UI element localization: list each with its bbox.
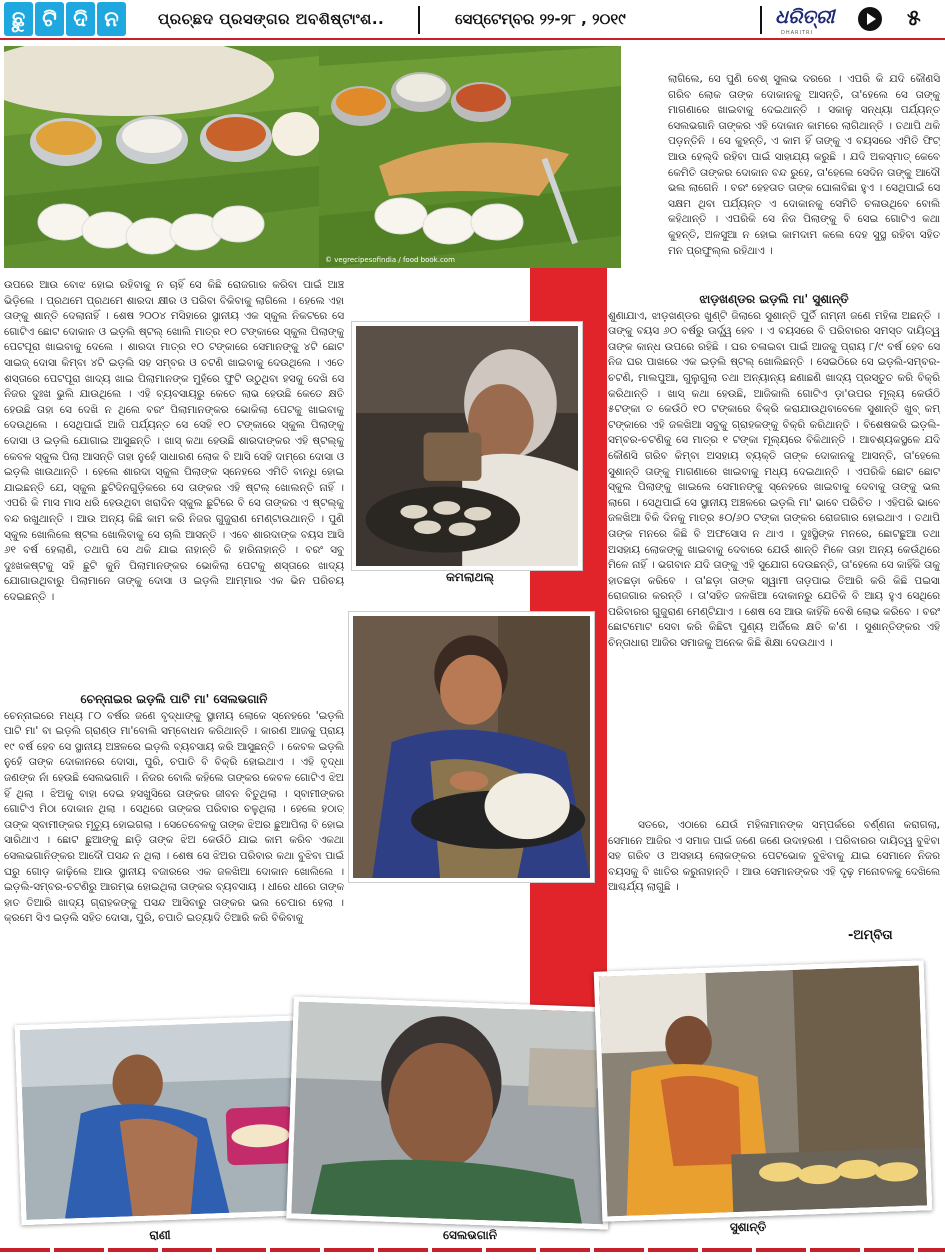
section-logo-letter: ଦି bbox=[66, 2, 95, 36]
caption-sharada: ଶାରଦା bbox=[454, 892, 486, 906]
caption-sushanti: ସୁଶାନ୍ତି bbox=[729, 1220, 767, 1234]
article-paragraph: ଉପରେ ଆଉ ବୋଝ ହୋଇ ରହିବାକୁ ନ ଚାହିଁ ସେ କିଛି ରୋଜଗାର କରିବା ପାଇଁ ଆଞ୍ଚ ଭିଡ଼ିଲେ । ପ୍ରଥମେ ପ୍ରଥମେ ଶାରଦା କ୍ଷୀର ଓ ପରିବା ବିକିବାକୁ ଲାଗିଲେ । ହେଲେ ଏହା ତାଙ୍କୁ ଶାନ୍ତି ଦେଲାନାହିଁ । ଶେଷ ୨୦୦୪ ମସିହାରେ ସ୍ଥାନୀୟ ଏକ ସ୍କୁଲ ନିକଟରେ ସେ ଗୋଟିଏ ଛୋଟ ଦୋକାନ ଓ ଇଡ଼ଲି ଷ୍ଟଲ୍ ଖୋଲି ମାତ୍ର ୧୦ ଟଙ୍କାରେ ସ୍କୁଲ ପିଲାଙ୍କୁ ପେଟପୂରା ଖାଇବାକୁ ଦେଲେ । ଶାରଦା ମାତ୍ର ୧୦ ଟଙ୍କାରେ ସେମାନଙ୍କୁ ୪ଟି ଛୋଟ ସାଇଜ୍ ଦୋସା କିମ୍ବା ୪ଟି ଇଡ଼ଲି ସହ ସମ୍ବର ଓ ଚଟଣି ଖାଇବାକୁ ଦେଉଥିଲେ । ଏତେ ଶସ୍ତାରେ ପେଟପୂରା ଖାଦ୍ୟ ଖାଇ ପିଲାମାନଙ୍କ ମୁହଁରେ ଫୁଟି ଉଠୁଥିବା ହସକୁ ଦେଖି ସେ ନିଜର ଦୁଃଖ ଭୁଲି ଯାଉଥିଲେ । ଏହି ବ୍ୟବସାୟରୁ କେତେ ଲାଭ ହେଉଛି କେତେ କ୍ଷତି ହେଉଛି ତାହା ସେ ଦେଖି ନ ଥିଲେ ବରଂ ପିଲାମାନଙ୍କର ଭୋକିଲା ପେଟକୁ ଖାଇବାକୁ ଦେଉଥିଲେ । ସେଥିପାଇଁ ଆଜି ପର୍ଯ୍ୟନ୍ତ ସେ ସେହି ୧୦ ଟଙ୍କାରେ ସ୍କୁଲ ପିଲାଙ୍କୁ ଦୋସା ଓ ଇଡ଼ଲି ଯୋଗାଇ ଆସୁଛନ୍ତି । ଖାସ୍ କଥା ହେଉଛି ଶାରଦାଙ୍କର ଏହି ଷ୍ଟଲ୍‌କୁ କେବଳ ସ୍କୁଲ ପିଲା ଆସନ୍ତି ତାହା ନୁହେଁ ସାଧାରଣ ଲୋକ ବି ଆସି ସେହି ଦାମ୍‌ରେ ଦୋସା ଓ ଇଡ଼ଲି ଖାଉଥାନ୍ତି । ହେଲେ ଶାରଦା ସ୍କୁଲ ପିଲାଙ୍କ ସ୍ନେହରେ ଏମିତି ବାନ୍ଧି ହୋଇ ଯାଇଛନ୍ତି ଯେ, ସ୍କୁଲ ଛୁଟିଦିନଗୁଡ଼ିକରେ ସେ ତାଙ୍କର ଏହି ଷ୍ଟଲ୍ ଖୋଲନ୍ତି ନାହିଁ । ଏପରି କି ମାସ ମାସ ଧରି ହେଉଥିବା ଖରାଦିନ ସ୍କୁଲ ଛୁଟିରେ ବି ସେ ତାଙ୍କର ଏ ଷ୍ଟଲ୍‌କୁ ବନ୍ଦ ରଖୁଥାନ୍ତି । ଆଉ ଅନ୍ୟ କିଛି କାମ କରି ନିଜର ଗୁଜୁରାଣ ମେଣ୍ଟାଉଥାନ୍ତି । ପୁଣି ସ୍କୁଲ ଖୋଲିଲେ ଷ୍ଟଲ ଖୋଲିବାକୁ ସେ ଚାଲି ଆସନ୍ତି । ଏବେ ଶାରଦାଙ୍କ ବୟସ ଆସି ୬୧ ବର୍ଷ ହେଲାଣି, ତଥାପି ସେ ଥକି ଯାଇ ନାହାନ୍ତି କି ହାରିନାହାନ୍ତି । ବରଂ ସବୁ ଦୁଃଖକଷ୍ଟକୁ ସହି ଛୁଟି କୁନି ପିଲାମାନଙ୍କର ଭୋକିଲା ପେଟକୁ ଶସ୍ତାରେ ଖାଦ୍ୟ ଯୋଗାଉଥିବାରୁ ପିଲାମାନେ ତାଙ୍କୁ ଦୋସା ଓ ଇଡ଼ଲି ଆମ୍ମାର ଏକ ଭିନ ପରିଚୟ ଦେଇଛନ୍ତି । bbox=[4, 279, 344, 603]
section-logo-letter: ଟି bbox=[35, 2, 64, 36]
play-icon bbox=[858, 7, 882, 31]
brand-subtitle: DHARITRI bbox=[781, 30, 813, 36]
header-divider bbox=[760, 6, 762, 34]
caption-selvaganni: ସେଲଭଗାନି bbox=[443, 1228, 497, 1242]
section-logo-letter: ଛୁ bbox=[4, 2, 33, 36]
article-column-right-top bbox=[668, 72, 940, 290]
article-byline: -ଅମ୍ବିତା bbox=[848, 928, 893, 943]
article-paragraph: ଚେନ୍ନାଇରେ ମଧ୍ୟ ୮୦ ବର୍ଷର ଜଣେ ବୃଦ୍ଧାଙ୍କୁ ସ୍ଥାନୀୟ ଲୋକେ ସ୍ନେହରେ 'ଇଡ଼ଲି ପାଟି ମା' ବା ଇଡ଼ଲି ଗ୍ରାଣ୍ଡ ମା'ବୋଲି ସମ୍ବୋଧନ କରିଥାନ୍ତି । କାରଣ ଆଜକୁ ପ୍ରାୟ ୧୯ ବର୍ଷ ହେବ ସେ ସ୍ଥାନୀୟ ଅଞ୍ଚଳରେ ଇଡ଼ଲି ବ୍ୟବସାୟ କରି ଆସୁଛନ୍ତି । କେବଳ ଇଡ଼ଲି ନୁହେଁ ତାଙ୍କ ଦୋକାନରେ ଦୋସା, ପୁରି, ଚପାତି ବି ବିକ୍ରି ହୋଇଥାଏ । ଏହି ବୃଦ୍ଧା ଜଣଙ୍କ ନାଁ ହେଉଛି ସେଲଭଗାନି । ନିଜର ବୋଲି କହିଲେ ତାଙ୍କର କେବଳ ଗୋଟିଏ ଝିଅ ହିଁ ଥିଲା । ଝିଅକୁ ବାହା ଦେଇ ହସଖୁସିରେ ତାଙ୍କର ଜୀବନ ବିତୁଥିଲା । ସ୍ବାମୀଙ୍କର ଗୋଟିଏ ମିଠା ଦୋକାନ ଥିଲା । ସେଥିରେ ତାଙ୍କର ପରିବାର ଚଳୁଥିଲା । ହେଲେ ହଠାତ୍ ତାଙ୍କ ସ୍ବାମୀଙ୍କର ମୃତ୍ୟୁ ହୋଇଗଲା । ସେତେବେଳକୁ ତାଙ୍କ ଝିଅର ଛୁଆପିଲା ବି ହୋଇ ସାରିଥାଏ । ଛୋଟ ଛୁଆଙ୍କୁ ଛାଡ଼ି ତାଙ୍କ ଝିଅ କେଉଁଠି ଯାଇ କାମ କରିବ ଏକଥା ସେଲଭଗାନିଙ୍କର ଆଦୌ ପସନ୍ଦ ନ ଥିଲା । ଶେଷ ସେ ଝିଅର ପରିବାର କଥା ବୁଝିବା ପାଇଁ ଘରୁ ଗୋଡ଼ କାଢ଼ିଲେ ଆଉ ସ୍ଥାନୀୟ ବଜାରରେ ଏକ ଜଳଖିଆ ଦୋକାନ ଖୋଲିଲେ । ଇଡ଼ଲି-ସମ୍ବର-ଚଟଣିରୁ ଆରମ୍ଭ ହୋଇଥିଲା ତାଙ୍କର ବ୍ୟବସାୟ । ଧୀରେ ଧୀରେ ତାଙ୍କ ହାତ ତିଆରି ଖାଦ୍ୟ ଗ୍ରାହକଙ୍କୁ ପସନ୍ଦ ଆସିବାରୁ ତାଙ୍କର ଭଲ ଚେପାର ହେଲା । କ୍ରମେ ସିଏ ଇଡ଼ଲି ସହିତ ଦୋସା, ପୁରି, ଚପାତି ଇତ୍ୟାଦି ତିଆରି କରି ବିକିବାକୁ bbox=[4, 709, 344, 925]
header-divider bbox=[418, 6, 420, 34]
photo-rani bbox=[15, 1015, 322, 1225]
footer-divider bbox=[0, 1248, 945, 1252]
page-number: ୫ bbox=[907, 6, 921, 31]
brand-name: ଧରିତ୍ରୀ bbox=[775, 6, 835, 28]
photo-sharada bbox=[349, 612, 594, 882]
photo-credit: © vegrecipesofindia / food book.com bbox=[325, 256, 455, 264]
page-header bbox=[0, 0, 945, 40]
article-column-left-top bbox=[4, 278, 344, 688]
caption-kamalathal: କମଲାଥଲ୍‌ bbox=[446, 570, 494, 584]
section-logo bbox=[4, 2, 126, 36]
article-paragraph: ଶୁଣାଯାଏ, ଝାଡ଼ଖଣ୍ଡର ଖୁଣ୍ଟି ଜିଲାରେ ସୁଶାନ୍ତି ପୁର୍ତି ନାମ୍ନୀ ଜଣେ ମହିଳା ଅଛନ୍ତି । ତାଙ୍କୁ ବୟସ ୬୦ ବର୍ଷରୁ ଊର୍ଦ୍ଧ୍ୱ ହେବ । ଏ ବୟସରେ ବି ପରିବାରର ସମସ୍ତ ଦାୟିତ୍ୱ ତାଙ୍କ କାନ୍ଧ ଉପରେ ରହିଛି । ଘର ଚଳାଇବା ପାଇଁ ଆଜକୁ ପ୍ରାୟ ୮/୯ ବର୍ଷ ହେବ ସେ ନିଜ ଘର ପାଖରେ ଏକ ଇଡ଼ଲି ଷ୍ଟଲ୍ ଖୋଲିଛନ୍ତି । ସେଇଠିରେ ସେ ଇଡ଼ଲି-ସମ୍ବର-ଚଟଣି, ମାଲପୁଆ, ଗୁଲୁଗୁଲା ତଥା ଅନ୍ୟାନ୍ୟ ଛଣାଛଣି ଖାଦ୍ୟ ପ୍ରସ୍ତୁତ କରି ବିକ୍ରି କରିଥାନ୍ତି । ଖାସ୍ କଥା ହେଉଛି, ଆଜିକାଲି ଗୋଟିଏ ଡ଼ା'ଉପର ମୂଲ୍ୟ କେଉଁଠି ୫ଟଙ୍କା ତ କେଉଁଠି ୧୦ ଟଙ୍କାରେ ବିକ୍ରି କରାଯାଉଥିବାବେଳେ ସୁଶାନ୍ତି ଖୁବ୍ କମ୍ ଟଙ୍କାରେ ଏହି ଜଳଖିଆ ସବୁକୁ ଗ୍ରାହକଙ୍କୁ ବିକ୍ରି କରିଥାନ୍ତି । ବିଶେଷକରି ଇଡ଼ଲି-ସମ୍ବର-ଚଟଣିକୁ ସେ ମାତ୍ର ୧ ଟଙ୍କା ମୂଲ୍ୟରେ ବିକିଥାନ୍ତି । ଆବଶ୍ୟକସ୍ଥଳେ ଯଦି କୌଣସି ଗରିବ କିମ୍ବା ଅସହାୟ ବ୍ୟକ୍ତି ତାଙ୍କ ଦୋକାନକୁ ଆସନ୍ତି, ତା'ହେଲେ ସୁଶାନ୍ତି ତାଙ୍କୁ ମାଗଣାରେ ଖାଇବାକୁ ମଧ୍ୟ ଦେଇଥାନ୍ତି । ଏପରିକି ଛୋଟ ଛୋଟ ସ୍କୁଲ ପିଲାଙ୍କୁ ଖାଇଲେ ସେମାନଙ୍କୁ ସ୍ନେହରେ ଖାଇବାକୁ ଦେବାକୁ ତାଙ୍କୁ ଭଲ ଲାଗେ । ସେଥିପାଇଁ ସେ ସ୍ଥାନୀୟ ଅଞ୍ଚଳରେ ଇଡ଼ଲି ମା' ଭାବେ ପରିଚିତ । ଏହିପରି ଭାବେ ଜଳଖିଆ ବିକି ଦିନକୁ ମାତ୍ର ୫୦/୬୦ ଟଙ୍କା ତାଙ୍କର ରୋଜଗାର ହୋଇଥାଏ । ତଥାପି ତାଙ୍କ ମନରେ କିଛି ବି ଅଫସୋସ ନ ଥାଏ । ଦୁଃସ୍ଥିଙ୍କ ମନରେ, ଛୋଟଛୁଆ ତଥା ଅସହାୟ ଲୋକଙ୍କୁ ଖାଇବାକୁ ଦେବାରେ ଯେଉଁ ଶାନ୍ତି ମିଳେ ତାହା ଅନ୍ୟ କେଉଁଥିରେ ମିଳେ ନାହିଁ । ଭଗବାନ ଯଦି ତାଙ୍କୁ ଏହି ସୁଯୋଗ ଦେଉଛନ୍ତି, ତା'ହେଲେ ସେ କାହିଁକି ତାକୁ ହାତଛଡ଼ା କରିବେ । ତା'ଛଡ଼ା ତାଙ୍କ ସ୍ୱାମୀ ତାଡ଼ପାଇ ତିଆରି କରି କିଛି ପଇସା ରୋଜଗାର କରନ୍ତି । ତା'ସହିତ ଜଳଖିଆ ଦୋକାନରୁ ଯେତିକି ବି ଆୟ ହୁଏ ସେଥିରେ ପରିବାରର ଗୁଜୁରାଣ ମେଣ୍ଟିଯାଏ । ଶେଷ ସେ ଆଉ କାହିଁକି ବେଶି ଲୋଭ କରିବେ । ବରଂ ଛୋଟମୋଟ ସେବା କରି କିଛିଟା ପୁଣ୍ୟ ଅର୍ଜିଲେ କ୍ଷତି କ'ଣ । ସୁଶାନ୍ତିଙ୍କର ଏହି ଚିନ୍ତାଧାରା ଆଜିର ସମାଜକୁ ଅନେକ କିଛି ଶିକ୍ଷା ଦେଉଥାଏ । bbox=[608, 309, 940, 650]
article-paragraph: ସତରେ, ଏଠାରେ ଯେଉଁ ମହିଳାମାନଙ୍କ ସମ୍ପର୍କରେ ବର୍ଣ୍ଣନା କରାଗଲା, ସେମାନେ ଆଜିର ଏ ସମାଜ ପାଇଁ ଜଣେ ଜଣେ ଉଦାହରଣ । ପରିବାରର ଦାୟିତ୍ୱ ବୁଝିବା ସହ ଗରିବ ଓ ଅସହାୟ ଲୋକଙ୍କର ପେଟଭୋକ ବୁଝିବାକୁ ଯାଇ ସେମାନେ ନିଜର ବୟସକୁ ବି ଖାତିର କରୁନାହାନ୍ତି । ଆଉ ସେମାନଙ୍କର ଏହି ଦୃଢ଼ ମନୋବଳକୁ ଦେଖିଲେ ଆଶ୍ଚର୍ଯ୍ୟ ଲାଗୁଛି । bbox=[608, 819, 940, 894]
photo-selvaganni bbox=[286, 996, 616, 1229]
subheading-sushanti: ଝାଡ଼ଖଣ୍ଡର ଇଡ଼ଲି ମା' ସୁଶାନ୍ତି bbox=[699, 292, 849, 306]
article-paragraph: ଲାଗିଲେ, ସେ ପୁଣି ବେଶ୍ ସୁଲଭ ଦରରେ । ଏପରି କି ଯଦି କୌଣସି ଗରିବ ଲୋକ ତାଙ୍କ ଦୋକାନକୁ ଆସନ୍ତି, ତା'ହେଲେ ସେ ତାଙ୍କୁ ମାଗଣାରେ ଖାଇବାକୁ ଦେଇଥାନ୍ତି । ସକାଳୁ ସନ୍ଧ୍ୟା ପର୍ଯ୍ୟନ୍ତ ସେଲଭଗାନି ତାଙ୍କର ଏହି ଦୋକାନ କାମରେ ଲାଗିଥାନ୍ତି । ତଥାପି ଥକି ପଡ଼ନ୍ତିନି । ସେ କୁହନ୍ତି, ଏ କାମ ହିଁ ତାଙ୍କୁ ଏ ବୟସରେ ଏମିତି ଫିଟ୍ ଆଉ ହେଲ୍‌ଦି ରହିବା ପାଇଁ ସାହାଯ୍ୟ କରୁଛି । ଯଦି ଅକସ୍ମାତ୍ କେବେ କେମିତି ତାଙ୍କର ଦୋକାନ ବନ୍ଦ ରୁହେ, ତା'ହେଲେ ସେଦିନ ତାଙ୍କୁ ଆଦୌ ଭଲ ଲାଗେନି । ବରଂ ହେହତାତ ତାଙ୍କ ଘୋଳାବିଛା ହୁଏ । ସେଥିପାଇଁ ସେ ସକ୍ଷମ ଥିବା ପର୍ଯ୍ୟନ୍ତ ଏ ଦୋକାନକୁ ସେମିତି ଚଳାଉଥିବେ ବୋଲି କହିଥାନ୍ତି । ଏପରିକି ସେ ନିଜ ପିଲାଙ୍କୁ ବି ସେଇ ଗୋଟିଏ କଥା କୁହନ୍ତି, ଅଳସୁଆ ନ ହୋଇ କାମଦାମ କଲେ ଦେହ ସୁସ୍ଥ ରହିବା ସହିତ ମନ ପ୍ରଫୁଲ୍ଲ ରହିଥାଏ । bbox=[668, 73, 940, 257]
section-logo-letter: ନ bbox=[97, 2, 126, 36]
article-column-right-middle bbox=[608, 290, 940, 815]
header-date: ସେପ୍ଟେମ୍ବର ୨୨-୨୮ , ୨୦୧୯ bbox=[455, 10, 626, 28]
photo-sushanti bbox=[594, 960, 933, 1221]
subheading-selvaganni: ଚେନ୍ନାଇର ଇଡ଼ଲି ପାଟି ମା' ସେଲଭଗାନି bbox=[80, 692, 268, 706]
photo-kamalathal bbox=[352, 322, 582, 570]
article-column-right-bottom bbox=[608, 818, 940, 928]
header-title: ପ୍ରଚ୍ଛଦ ପ୍ରସଙ୍ଗର ଅବଶିଷ୍ଟାଂଶ.. bbox=[158, 10, 385, 28]
article-column-left-bottom bbox=[4, 690, 344, 1022]
photo-idli-chutney bbox=[4, 46, 319, 268]
photo-dosa-idli bbox=[319, 46, 621, 268]
caption-rani: ରାଣୀ bbox=[149, 1228, 171, 1242]
brand-logo bbox=[775, 6, 887, 34]
